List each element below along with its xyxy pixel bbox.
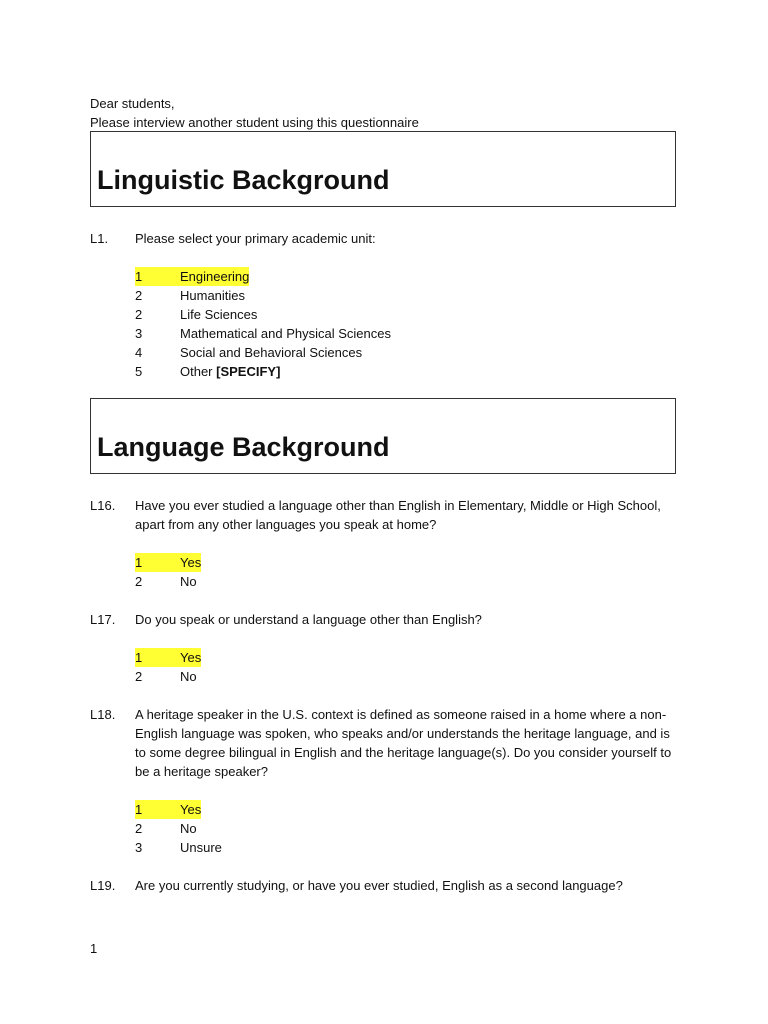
option-label: Mathematical and Physical Sciences bbox=[180, 326, 391, 341]
option-label: Other bbox=[180, 364, 213, 379]
option-code: 1 bbox=[135, 800, 180, 819]
option-code: 3 bbox=[135, 840, 143, 855]
option-label: Life Sciences bbox=[180, 307, 258, 322]
option-code: 1 bbox=[135, 648, 180, 667]
option-label: Yes bbox=[180, 555, 202, 570]
option-code: 2 bbox=[135, 669, 143, 684]
option-label-group bbox=[180, 362, 280, 381]
section-header-language bbox=[90, 398, 676, 474]
section-title: Language Background bbox=[97, 432, 390, 462]
question-text: Have you ever studied a language other than English in Elementary, Middle or High School, apart from any other languages you speak at home? bbox=[135, 498, 661, 532]
question-text: Please select your primary academic unit: bbox=[135, 231, 376, 246]
option-label: Unsure bbox=[180, 840, 222, 855]
option-code: 1 bbox=[135, 267, 180, 286]
option-code: 2 bbox=[135, 821, 143, 836]
question-text: Are you currently studying, or have you ever studied, English as a second language? bbox=[135, 878, 623, 893]
question-l17 bbox=[90, 610, 680, 629]
option-code: 2 bbox=[135, 574, 143, 589]
option-label: No bbox=[180, 669, 197, 684]
intro bbox=[90, 94, 419, 132]
option-label: Yes bbox=[180, 650, 202, 665]
section-header-linguistic bbox=[90, 131, 676, 207]
option-code: 4 bbox=[135, 345, 143, 360]
instruction: Please interview another student using this questionnaire bbox=[90, 115, 419, 130]
option-label: No bbox=[180, 821, 197, 836]
question-l19 bbox=[90, 876, 680, 895]
question-number: L17. bbox=[90, 612, 116, 627]
option-label: Social and Behavioral Sciences bbox=[180, 345, 363, 360]
option-code: 2 bbox=[135, 307, 143, 322]
option-label: No bbox=[180, 574, 197, 589]
question-text: Do you speak or understand a language other than English? bbox=[135, 612, 482, 627]
specify-tag: [SPECIFY] bbox=[216, 364, 281, 379]
option-label: Yes bbox=[180, 802, 202, 817]
option-code: 2 bbox=[135, 288, 143, 303]
question-l1 bbox=[90, 229, 680, 248]
question-l16 bbox=[90, 496, 680, 534]
option-label: Engineering bbox=[180, 269, 250, 284]
question-l18 bbox=[90, 705, 680, 781]
option-label: Humanities bbox=[180, 288, 246, 303]
question-number: L1. bbox=[90, 231, 109, 246]
greeting: Dear students, bbox=[90, 96, 175, 111]
option-code: 1 bbox=[135, 553, 180, 572]
option-code: 5 bbox=[135, 364, 143, 379]
option-code: 3 bbox=[135, 326, 143, 341]
page-number: 1 bbox=[90, 941, 98, 956]
question-number: L19. bbox=[90, 878, 116, 893]
section-title: Linguistic Background bbox=[97, 165, 390, 195]
question-number: L16. bbox=[90, 498, 116, 513]
question-text: A heritage speaker in the U.S. context is defined as someone raised in a home where a non-English language was spoken, who speaks and/or understands the heritage language, and is to some degree bilingual in English and the heritage language(s). Do you consider yourself to be a heritage speaker? bbox=[135, 707, 672, 779]
question-number: L18. bbox=[90, 707, 116, 722]
